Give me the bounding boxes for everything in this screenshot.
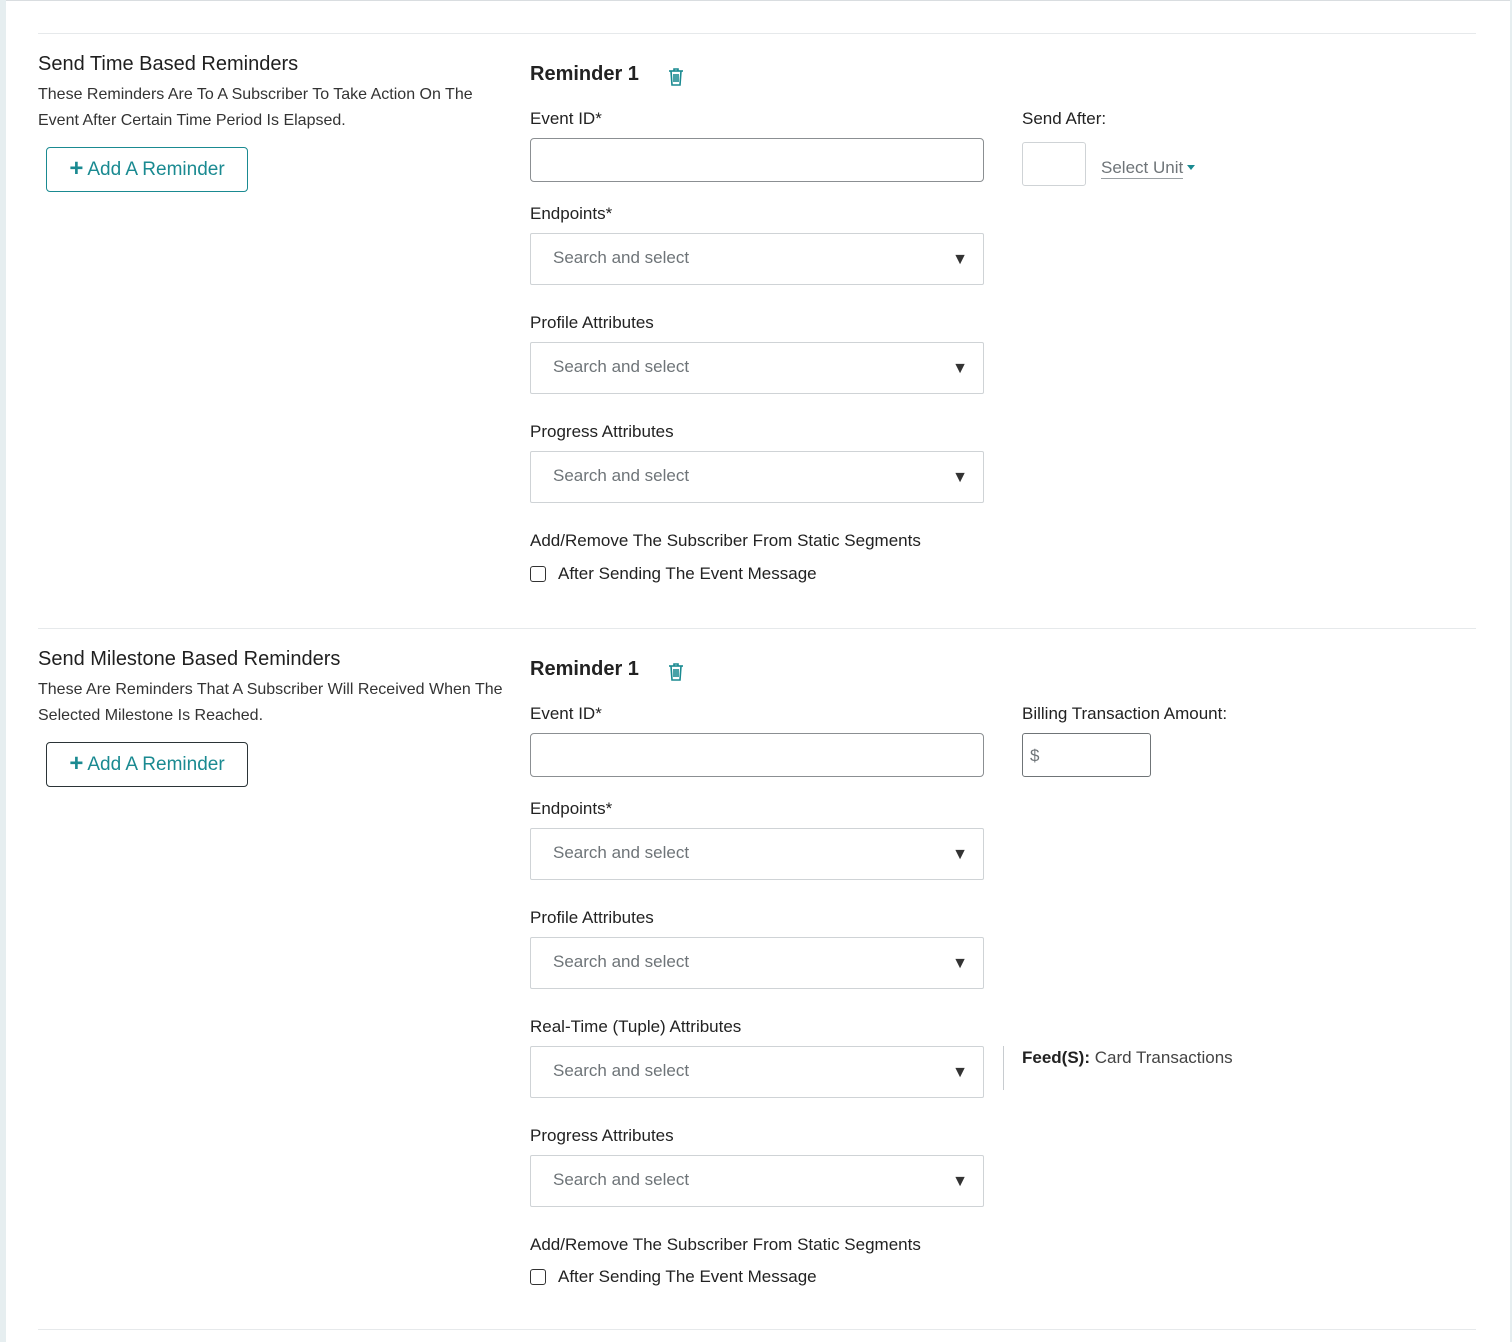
caret-down-icon: ▼ <box>952 955 968 972</box>
caret-down-icon: ▼ <box>952 251 968 268</box>
milestone-endpoints-select[interactable] <box>530 828 984 880</box>
add-milestone-reminder-label: Add A Reminder <box>87 753 225 775</box>
send-after-input[interactable] <box>1022 142 1086 186</box>
section-divider <box>38 628 1476 629</box>
milestone-progress-select[interactable] <box>530 1155 984 1207</box>
time-profile-select[interactable] <box>530 342 984 394</box>
add-time-reminder-button[interactable] <box>46 147 248 192</box>
feeds-label: Feed(S): <box>1022 1048 1090 1067</box>
milestone-after-send-row <box>530 1267 817 1287</box>
milestone-after-send-label: After Sending The Event Message <box>558 1267 817 1286</box>
milestone-segments-label: Add/Remove The Subscriber From Static Segments <box>530 1235 921 1254</box>
time-segments-label: Add/Remove The Subscriber From Static Segments <box>530 531 921 550</box>
milestone-endpoints-label: Endpoints* <box>530 799 613 818</box>
time-endpoints-select[interactable] <box>530 233 984 285</box>
milestone-endpoints-placeholder: Search and select <box>553 843 690 862</box>
time-after-send-label: After Sending The Event Message <box>558 564 817 583</box>
caret-down-icon: ▼ <box>952 360 968 377</box>
time-event-id-label: Event ID* <box>530 109 602 128</box>
time-after-send-row <box>530 564 817 584</box>
caret-down-icon: ▼ <box>952 469 968 486</box>
time-profile-placeholder: Search and select <box>553 357 690 376</box>
time-after-send-checkbox[interactable] <box>530 566 546 582</box>
time-progress-placeholder: Search and select <box>553 466 690 485</box>
time-endpoints-placeholder: Search and select <box>553 248 690 267</box>
feeds-divider <box>1003 1046 1004 1090</box>
add-time-reminder-label: Add A Reminder <box>87 158 225 180</box>
select-unit-dropdown[interactable] <box>1101 159 1195 179</box>
milestone-section-title: Send Milestone Based Reminders <box>38 648 341 670</box>
trash-icon[interactable] <box>668 662 684 681</box>
milestone-profile-label: Profile Attributes <box>530 908 654 927</box>
billing-amount-input[interactable] <box>1022 733 1151 777</box>
plus-icon: + <box>69 749 84 777</box>
dollar-prefix: $ <box>1030 746 1040 765</box>
time-section-title: Send Time Based Reminders <box>38 53 299 75</box>
realtime-attributes-placeholder: Search and select <box>553 1061 690 1080</box>
feeds-value: Card Transactions <box>1094 1048 1233 1067</box>
milestone-event-id-label: Event ID* <box>530 704 602 723</box>
milestone-progress-label: Progress Attributes <box>530 1126 674 1145</box>
billing-amount-label: Billing Transaction Amount: <box>1022 704 1228 723</box>
time-reminder-title: Reminder 1 <box>530 63 639 85</box>
milestone-reminder-title: Reminder 1 <box>530 658 639 680</box>
top-divider <box>38 33 1476 34</box>
time-section-description: These Reminders Are To A Subscriber To Take Action On The Event After Certain Time Period Is Elapsed. <box>38 86 473 129</box>
add-milestone-reminder-button[interactable] <box>46 742 248 787</box>
plus-icon: + <box>69 154 84 182</box>
milestone-profile-placeholder: Search and select <box>553 952 690 971</box>
select-unit-label: Select Unit <box>1101 158 1184 177</box>
time-progress-label: Progress Attributes <box>530 422 674 441</box>
caret-down-icon: ▼ <box>952 1064 968 1081</box>
realtime-attributes-select[interactable] <box>530 1046 984 1098</box>
reminders-form-card <box>6 0 1510 1342</box>
send-after-label: Send After: <box>1022 109 1107 128</box>
feeds-info <box>1022 1048 1233 1068</box>
milestone-event-id-input[interactable] <box>530 733 984 777</box>
trash-icon[interactable] <box>668 67 684 86</box>
milestone-profile-select[interactable] <box>530 937 984 989</box>
caret-down-icon <box>1187 165 1195 170</box>
time-endpoints-label: Endpoints* <box>530 204 613 223</box>
caret-down-icon: ▼ <box>952 846 968 863</box>
bottom-divider <box>38 1329 1476 1330</box>
caret-down-icon: ▼ <box>952 1173 968 1190</box>
time-event-id-input[interactable] <box>530 138 984 182</box>
time-profile-label: Profile Attributes <box>530 313 654 332</box>
milestone-section-description: These Are Reminders That A Subscriber Will Received When The Selected Milestone Is Reached. <box>38 681 503 724</box>
time-progress-select[interactable] <box>530 451 984 503</box>
milestone-progress-placeholder: Search and select <box>553 1170 690 1189</box>
milestone-after-send-checkbox[interactable] <box>530 1269 546 1285</box>
realtime-attributes-label: Real-Time (Tuple) Attributes <box>530 1017 742 1036</box>
